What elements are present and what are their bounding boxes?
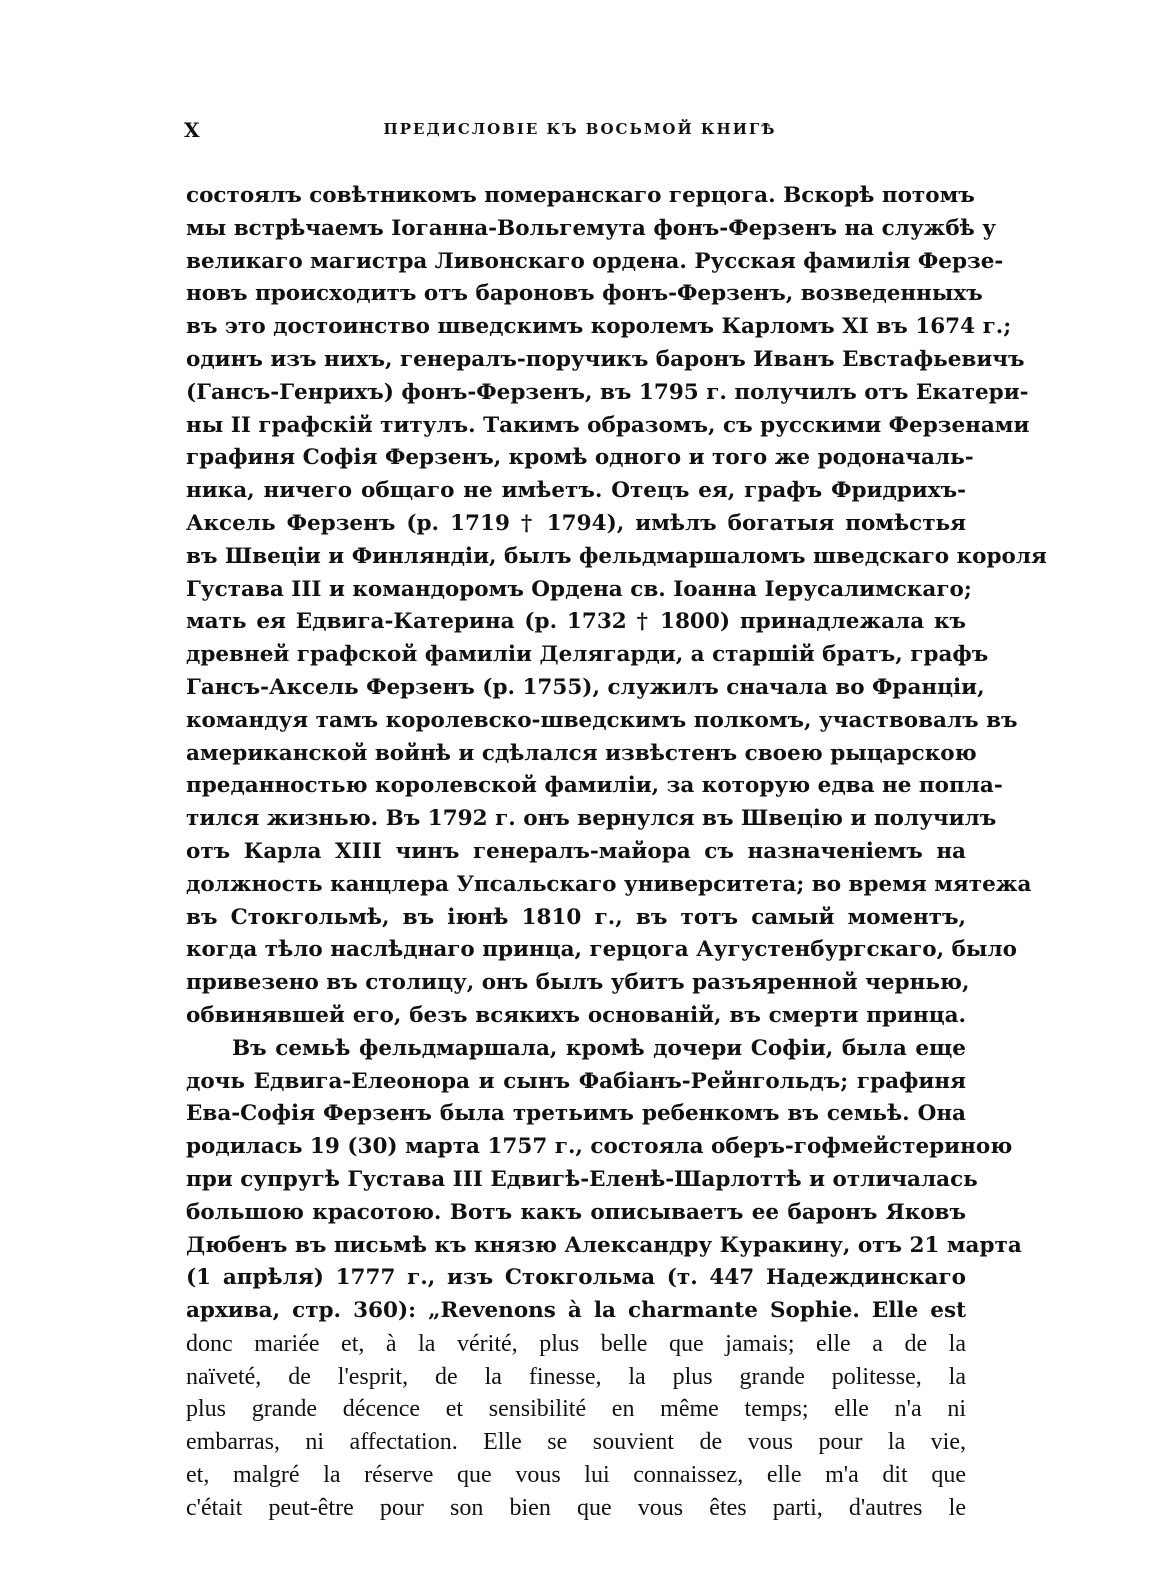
- text-line: donc mariée et, à la vérité, plus belle que jamais; elle a de la: [186, 1330, 966, 1357]
- text-line: ника, ничего общаго не имѣетъ. Отецъ ея, графъ Фридрихъ-: [186, 478, 966, 504]
- text-line: Гансъ-Аксель Ферзенъ (р. 1755), служилъ сначала во Франціи,: [186, 674, 985, 700]
- page-number: X: [184, 118, 201, 142]
- text-line: c'était peut-être pour son bien que vous êtes parti, d'autres le: [186, 1494, 966, 1521]
- text-line: embarras, ni affectation. Elle se souvient de vous pour la vie,: [186, 1429, 966, 1456]
- running-head-title: ПРЕДИСЛОВІЕ КЪ ВОСЬМОЙ КНИГѢ: [383, 120, 777, 138]
- text-line: Дюбенъ въ письмѣ къ князю Александру Куракину, отъ 21 марта: [186, 1232, 1022, 1258]
- text-line: большою красотою. Вотъ какъ описываетъ ее баронъ Яковъ: [186, 1199, 966, 1225]
- text-line: архива, стр. 360): „Revenons à la charmante Sophie. Elle est: [186, 1298, 966, 1324]
- text-line: (1 апрѣля) 1777 г., изъ Стокгольма (т. 447 Надеждинскаго: [186, 1265, 966, 1291]
- body-text: [186, 180, 1047, 1525]
- text-line: при супругѣ Густава III Едвигѣ-Еленѣ-Шарлоттѣ и отличалась: [186, 1166, 978, 1192]
- text-line: Аксель Ферзенъ (р. 1719 † 1794), имѣлъ богатыя помѣстья: [186, 510, 966, 536]
- text-line: когда тѣло наслѣднаго принца, герцога Аугустенбургскаго, было: [186, 937, 1017, 963]
- text-line: Ева-Софія Ферзенъ была третьимъ ребенкомъ въ семьѣ. Она: [186, 1101, 966, 1127]
- text-line: naïveté, de l'esprit, de la finesse, la plus grande politesse, la: [186, 1363, 966, 1390]
- text-line: въ Швеціи и Финляндіи, былъ фельдмаршаломъ шведскаго короля: [186, 543, 1047, 569]
- text-line: (Гансъ-Генрихъ) фонъ-Ферзенъ, въ 1795 г. получилъ отъ Екатери-: [186, 379, 1029, 405]
- text-line: въ это достоинство шведскимъ королемъ Карломъ XI въ 1674 г.;: [186, 314, 1012, 340]
- text-line: преданностью королевской фамиліи, за которую едва не попла-: [186, 773, 1003, 799]
- text-line: мать ея Едвига-Катерина (р. 1732 † 1800) принадлежала къ: [186, 609, 966, 635]
- text-line: мы встрѣчаемъ Іоганна-Вольгемута фонъ-Ферзенъ на службѣ у: [186, 215, 997, 241]
- text-line: родилась 19 (30) марта 1757 г., состояла оберъ-гофмейстериною: [186, 1134, 1013, 1160]
- text-line: графиня Софія Ферзенъ, кромѣ одного и того же родоначаль-: [186, 445, 974, 471]
- text-line: въ Стокгольмѣ, въ іюнѣ 1810 г., въ тотъ самый моментъ,: [186, 904, 966, 930]
- text-line: et, malgré la réserve que vous lui connaissez, elle m'a dit que: [186, 1462, 966, 1489]
- text-line: обвинявшей его, безъ всякихъ основаній, въ смерти принца.: [186, 1002, 966, 1028]
- text-line: отъ Карла XIII чинъ генералъ-майора съ назначеніемъ на: [186, 838, 966, 864]
- text-line: ны II графскій титулъ. Такимъ образомъ, съ русскими Ферзенами: [186, 412, 1030, 438]
- text-line: командуя тамъ королевско-шведскимъ полкомъ, участвовалъ въ: [186, 707, 1018, 733]
- running-head: [180, 118, 980, 144]
- text-line: привезено въ столицу, онъ былъ убитъ разъяренной чернью,: [186, 970, 970, 996]
- text-line: должность канцлера Упсальскаго университета; во время мятежа: [186, 871, 1032, 897]
- text-line: новъ происходитъ отъ бароновъ фонъ-Ферзенъ, возведенныхъ: [186, 281, 983, 307]
- text-line: тился жизнью. Въ 1792 г. онъ вернулся въ Швецію и получилъ: [186, 806, 997, 832]
- text-line: Густава III и командоромъ Ордена св. Іоанна Іерусалимскаго;: [186, 576, 972, 602]
- text-line: древней графской фамиліи Делягарди, а старшій братъ, графъ: [186, 642, 989, 668]
- text-line: Въ семьѣ фельдмаршала, кромѣ дочери Софіи, была еще: [232, 1035, 966, 1061]
- text-line: американской войнѣ и сдѣлался извѣстенъ своею рыцарскою: [186, 740, 977, 766]
- text-line: дочь Едвига-Елеонора и сынъ Фабіанъ-Рейнгольдъ; графиня: [186, 1068, 966, 1094]
- text-line: великаго магистра Ливонскаго ордена. Русская фамилія Ферзе-: [186, 248, 1004, 274]
- text-line: plus grande décence et sensibilité en même temps; elle n'a ni: [186, 1396, 966, 1423]
- text-line: одинъ изъ нихъ, генералъ-поручикъ баронъ Иванъ Евстафьевичъ: [186, 346, 1025, 372]
- text-line: состоялъ совѣтникомъ померанскаго герцога. Вскорѣ потомъ: [186, 183, 975, 208]
